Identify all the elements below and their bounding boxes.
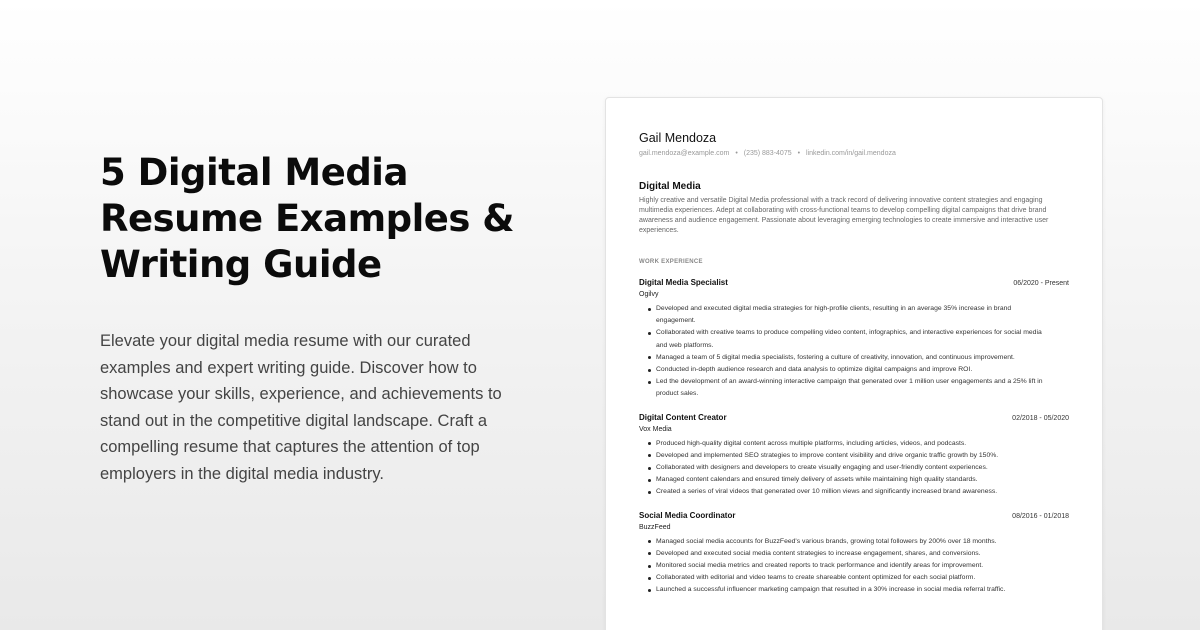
job-dates: 08/2016 - 01/2018: [1012, 512, 1069, 520]
job-bullet: Managed social media accounts for BuzzFeed's various brands, growing total followers by 200% over 18 months.: [656, 536, 1049, 548]
job-list: [639, 278, 1069, 597]
job-bullet: Led the development of an award-winning interactive campaign that generated over 1 million user engagements and a 25% lift in product sales.: [656, 376, 1049, 400]
job-bullets: [639, 438, 1049, 499]
job-bullet: Launched a successful influencer marketing campaign that resulted in a 30% increase in social media referral traffic.: [656, 584, 1049, 596]
contact-separator: •: [797, 150, 801, 157]
job-bullet: Developed and executed digital media strategies for high-profile clients, resulting in an average 35% increase in brand engagement.: [656, 303, 1049, 327]
resume-title: Digital Media: [639, 181, 701, 192]
resume-contact: [639, 149, 1069, 158]
job-bullet: Developed and executed social media content strategies to increase engagement, shares, and conversions.: [656, 548, 1049, 560]
job-company: Ogilvy: [639, 291, 659, 298]
job-company: BuzzFeed: [639, 523, 671, 531]
job-dates: 02/2018 - 05/2020: [1012, 414, 1069, 422]
job-bullets: [639, 536, 1049, 597]
resume-linkedin: linkedin.com/in/gail.mendoza: [805, 150, 896, 157]
job-bullet: Collaborated with editorial and video teams to create shareable content optimized for each social platform.: [656, 572, 1049, 584]
resume-phone: (235) 883-4075: [743, 150, 792, 157]
hero-panel: [100, 150, 530, 487]
job-bullet: Conducted in-depth audience research and data analysis to optimize digital campaigns and improve ROI.: [656, 364, 1049, 376]
section-work-experience: WORK EXPERIENCE: [639, 259, 703, 265]
job-title: Social Media Coordinator: [639, 510, 736, 520]
page-title: 5 Digital Media Resume Examples & Writing Guide: [100, 151, 515, 286]
job-entry: [639, 413, 1069, 499]
job-title: Digital Content Creator: [639, 412, 727, 422]
job-dates: 06/2020 - Present: [1013, 280, 1069, 287]
job-entry: [639, 278, 1069, 401]
resume-summary: Highly creative and versatile Digital Media professional with a track record of delivering innovative content strategies and engaging multimedia experiences. Adept at collaborating with cross-functional teams to develop compelling digital campaigns that drive brand awareness and audience engagement. Passionate about leveraging emerging technologies to create immersive and interactive user experiences.: [639, 197, 1049, 234]
resume-name: Gail Mendoza: [639, 131, 717, 145]
job-bullet: Created a series of viral videos that generated over 10 million views and significantly increased brand awareness.: [656, 486, 1049, 498]
intro-paragraph: Elevate your digital media resume with our curated examples and expert writing guide. Discover how to showcase your skills, experience, and achievements to stand out in the competitive digital landscape. Craft a compelling resume that captures the attention of top employers in the digital media industry.: [100, 332, 502, 483]
job-entry: [639, 511, 1069, 597]
job-company: Vox Media: [639, 425, 672, 433]
job-header: [639, 511, 1069, 522]
job-bullet: Collaborated with designers and developers to create visually engaging and user-friendly content experiences.: [656, 462, 1049, 474]
job-header: [639, 278, 1069, 289]
job-bullet: Collaborated with creative teams to produce compelling video content, infographics, and interactive experiences for social media and web platforms.: [656, 327, 1049, 351]
job-bullet: Monitored social media metrics and created reports to track performance and identify areas for improvement.: [656, 560, 1049, 572]
job-bullet: Developed and implemented SEO strategies to improve content visibility and drive organic traffic growth by 150%.: [656, 450, 1049, 462]
resume-preview: [605, 97, 1103, 630]
job-bullet: Produced high-quality digital content across multiple platforms, including articles, videos, and podcasts.: [656, 438, 1049, 450]
job-title: Digital Media Specialist: [639, 278, 728, 287]
job-bullets: [639, 303, 1049, 401]
resume-email: gail.mendoza@example.com: [639, 150, 730, 157]
job-bullet: Managed a team of 5 digital media specialists, fostering a culture of creativity, innovation, and continuous improvement.: [656, 352, 1049, 364]
job-header: [639, 413, 1069, 424]
contact-separator: •: [735, 150, 738, 157]
job-bullet: Managed content calendars and ensured timely delivery of assets while maintaining high quality standards.: [656, 474, 1049, 486]
